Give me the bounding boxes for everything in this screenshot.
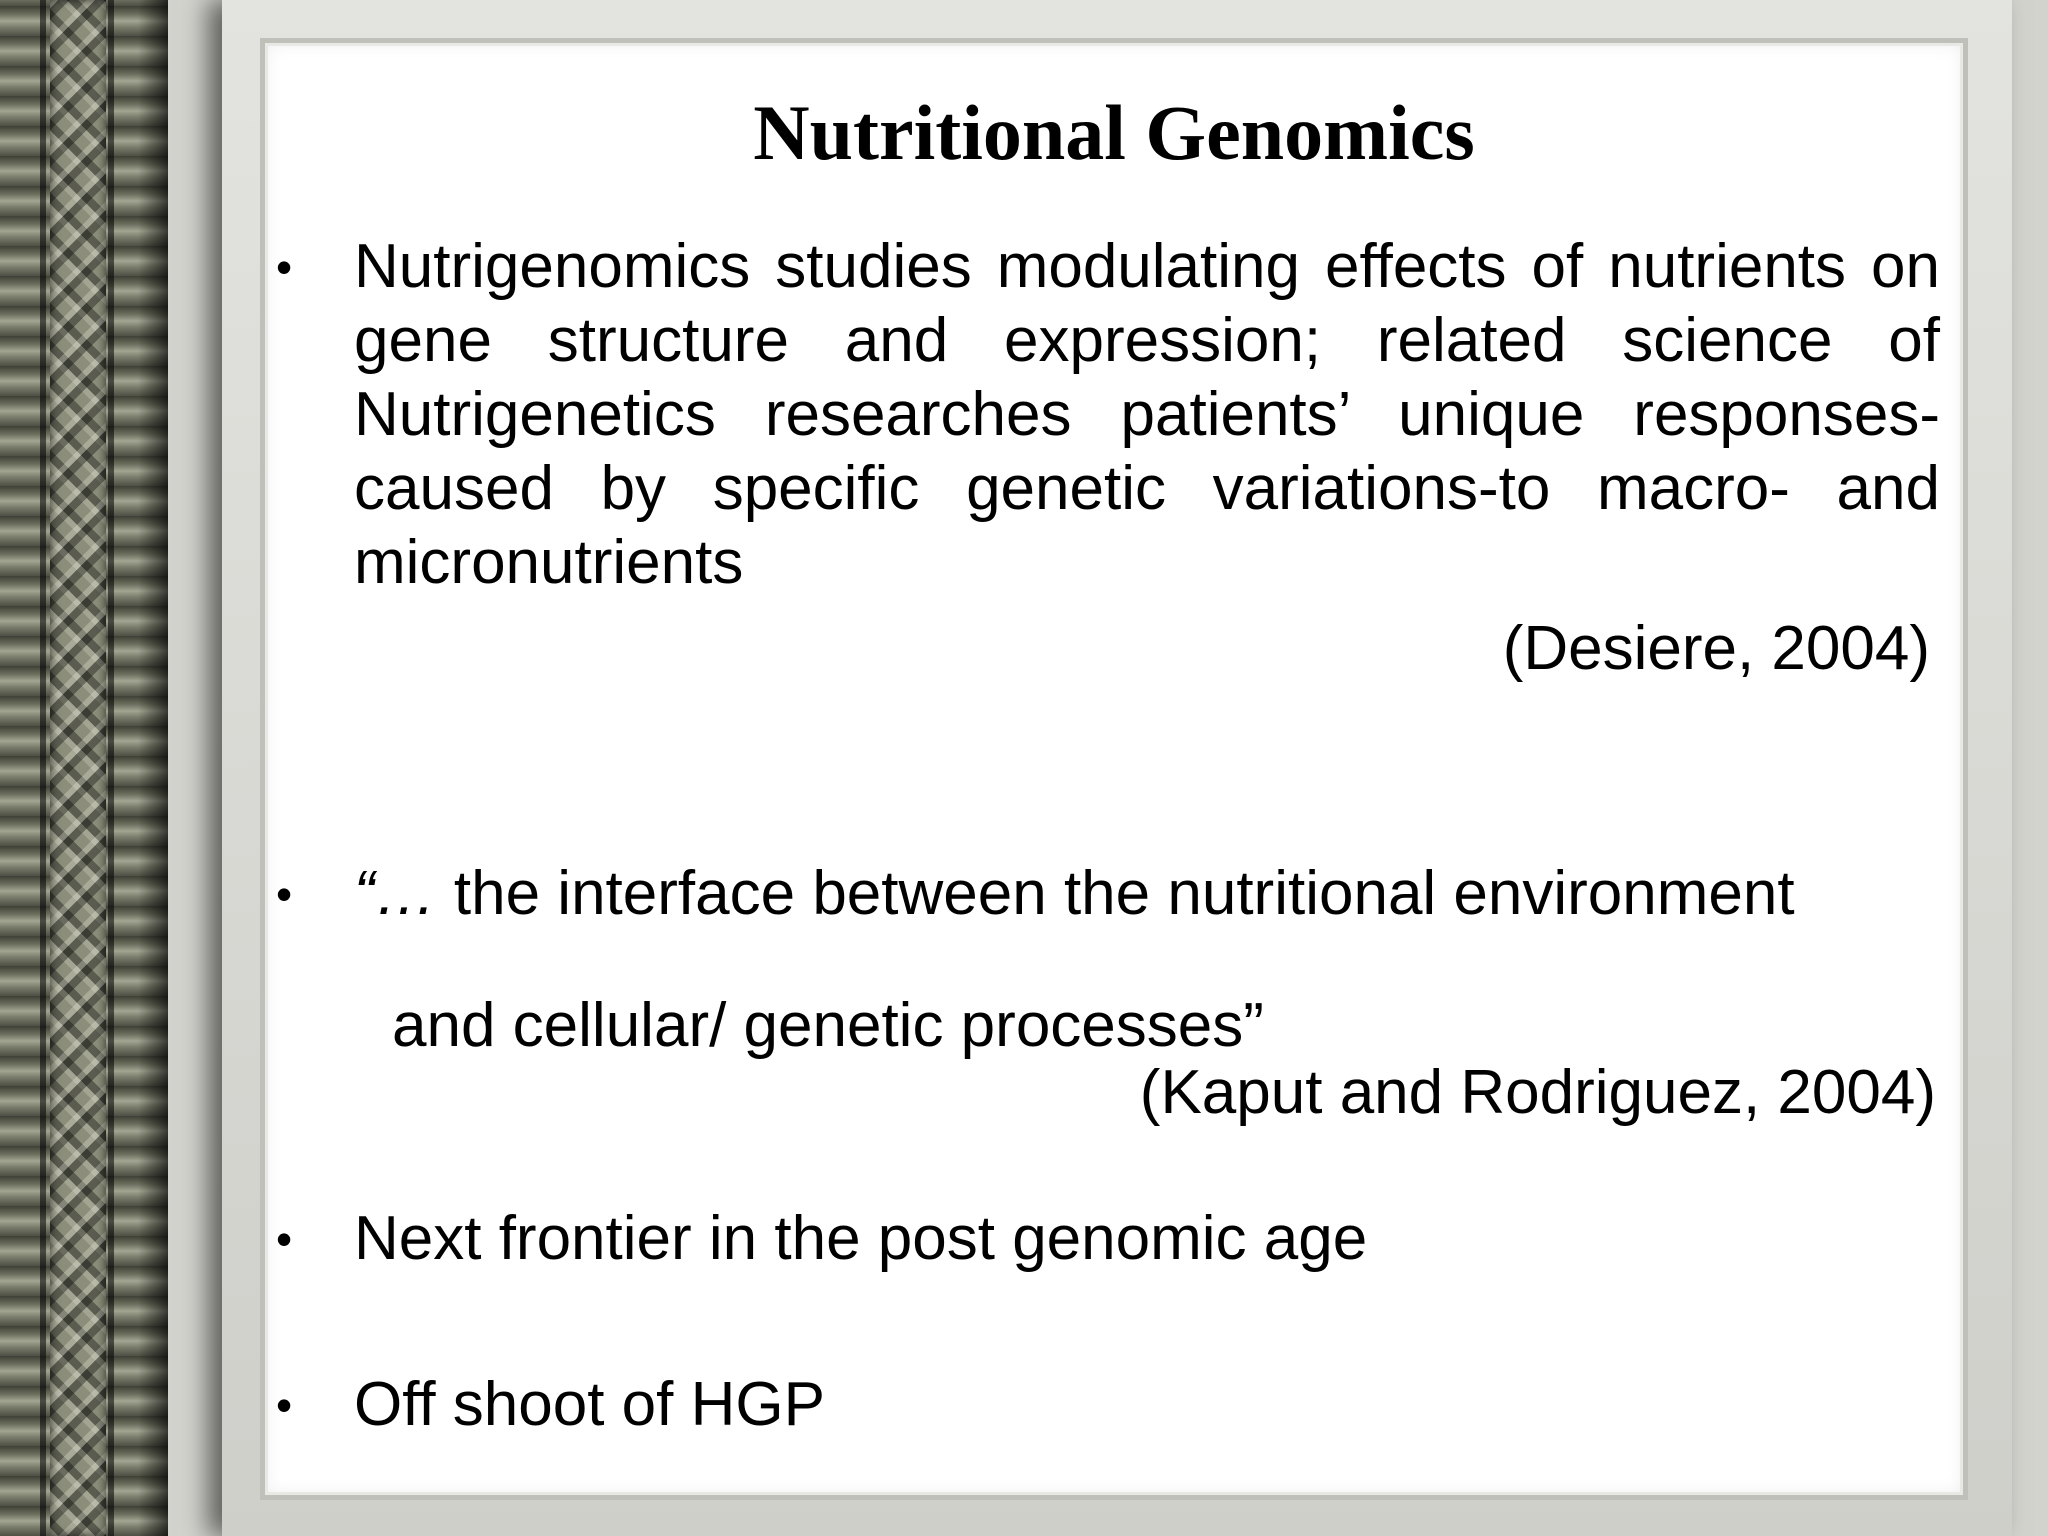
bullet-marker-3: • bbox=[276, 1213, 293, 1265]
bullet-text-4: Off shoot of HGP bbox=[354, 1370, 825, 1439]
decorative-column bbox=[0, 0, 168, 1536]
bullet-text-2-line-2: and cellular/ genetic processes” bbox=[392, 991, 1264, 1060]
citation-1: (Desiere, 2004) bbox=[1502, 614, 1930, 683]
braid-ornament bbox=[50, 0, 106, 1536]
quote-opening: “… bbox=[354, 859, 437, 928]
bullet-marker-2: • bbox=[276, 868, 293, 920]
citation-2: (Kaput and Rodriguez, 2004) bbox=[1139, 1058, 1936, 1127]
bullet-text-2-line-1 bbox=[354, 857, 1795, 931]
bullet-text-3: Next frontier in the post genomic age bbox=[354, 1204, 1368, 1273]
bullet-marker-1: • bbox=[276, 241, 293, 293]
quote-text-line-1: the interface between the nutritional environment bbox=[436, 859, 1795, 928]
bullet-text-1: Nutrigenomics studies modulating effects of nutrients on gene structure and expression; related science of Nutrigenetics researches patients’ unique responses-caused by specific genetic variations-to macro- and micronutrients bbox=[354, 232, 1940, 597]
slide-title: Nutritional Genomics bbox=[753, 89, 1475, 176]
column-shadow bbox=[138, 0, 168, 1536]
bullet-marker-4: • bbox=[276, 1379, 293, 1431]
